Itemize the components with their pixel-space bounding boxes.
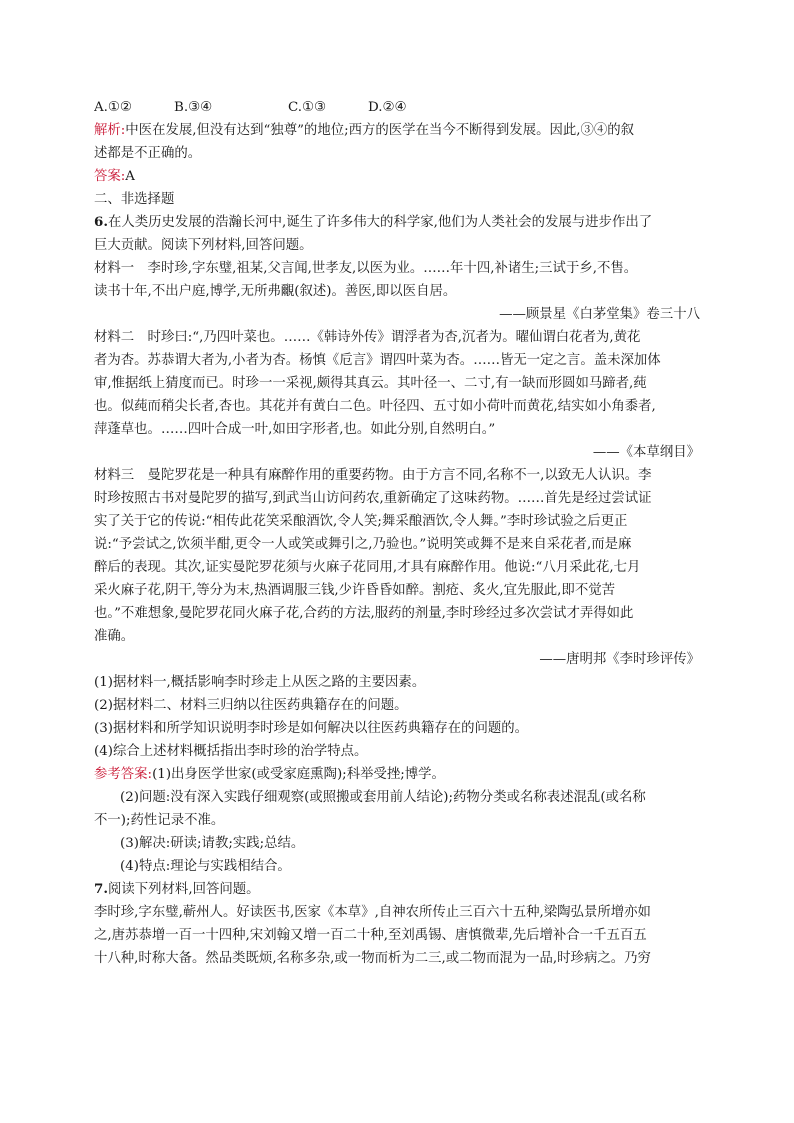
material-3-line: 准确。 [94,629,135,644]
q7-text-line: 李时珍,字东璧,蕲州人。好读医书,医家《本草》,自神农所传止三百六十五种,梁陶弘景所增亦如 [94,905,651,920]
q6-stem-text: 在人类历史发展的浩瀚长河中,诞生了许多伟大的科学家,他们为人类社会的发展与进步作出了 [107,215,653,230]
document-content [94,96,700,970]
material-3-line: 也。”不难想象,曼陀罗花同火麻子花,合药的方法,服药的剂量,李时珍经过多次尝试才弄得如此 [94,606,634,621]
q5-analysis-line-2: 述都是不正确的。 [94,146,202,161]
q7-text-line: 十八种,时称大备。然品类既烦,名称多杂,或一物而析为二三,或二物而混为一品,时珍病之。乃穷 [94,951,651,966]
material-3-line: 说:“予尝试之,饮须半酣,更令一人或笑或舞引之,乃验也。”说明笑或舞不是来自采花者,而是麻 [94,537,632,552]
sub-question: (3)据材料和所学知识说明李时珍是如何解决以往医药典籍存在的问题的。 [94,721,529,736]
material-2-line: 萍蓬草也。……四叶合成一叶,如田字形者,也。如此分别,自然明白。” [94,422,496,437]
material-3-source: ——唐明邦《李时珍评传》 [539,652,700,667]
option-a: A.①② [94,100,132,115]
q5-answer-line [94,165,700,188]
reference-answer-text: (1)出身医学世家(或受家庭熏陶);科举受挫;博学。 [152,767,445,782]
q6-stem-line [94,211,700,234]
reference-answer-line: (2)问题:没有深入实践仔细观察(或照搬或套用前人结论);药物分类或名称表述混乱(或名称 [120,790,646,805]
reference-answer-line: (3)解决:研读;请教;实践;总结。 [120,836,305,851]
material-3-line: 醉后的表现。其次,证实曼陀罗花须与火麻子花同用,才具有麻醉作用。他说:“八月采此花,七月 [94,560,641,575]
material-2-source: ——《本草纲目》 [592,445,700,460]
question-number: 7. [94,881,108,897]
question-number: 6. [94,214,108,230]
reference-answer-line [94,763,700,786]
q6-stem-line-2: 巨大贡献。阅读下列材料,回答问题。 [94,238,313,253]
reference-answer-line: 不一);药性记录不准。 [94,813,225,828]
q7-stem-line [94,878,700,901]
sub-question: (1)据材料一,概括影响李时珍走上从医之路的主要因素。 [94,675,426,690]
q7-stem-text: 阅读下列材料,回答问题。 [107,882,260,897]
sub-question: (2)据材料二、材料三归纳以往医药典籍存在的问题。 [94,698,408,713]
answer-label: 答案: [94,169,126,184]
analysis-label: 解析: [94,123,126,138]
material-2-line: 审,惟据纸上猜度而已。时珍一一采视,颇得其真云。其叶径一、二寸,有一缺而形圆如马蹄者,莼 [94,376,647,391]
material-1-line: 材料一 李时珍,字东璧,祖某,父言闻,世孝友,以医为业。……年十四,补诸生;三试于乡,不售。 [94,261,638,276]
material-3-line: 采火麻子花,阴干,等分为末,热酒调服三钱,少许昏昏如醉。割疮、炙火,宜先服此,即不觉苦 [94,583,615,598]
reference-answer-label: 参考答案: [94,767,153,782]
q5-options [94,96,700,119]
material-1-source: ——顾景星《白茅堂集》卷三十八 [499,307,700,322]
material-3-line: 材料三 曼陀罗花是一种具有麻醉作用的重要药物。由于方言不同,名称不一,以致无人认识。李 [94,468,652,483]
section-title: 二、非选择题 [94,192,175,207]
answer-value: A [125,169,135,184]
material-2-line: 也。似莼而稍尖长者,杏也。其花并有黄白二色。叶径四、五寸如小荷叶而黄花,结实如小角黍者, [94,399,656,414]
option-c: C.①③ [288,100,327,115]
q7-text-line: 之,唐苏恭增一百一十四种,宋刘翰又增一百二十种,至刘禹锡、唐慎微辈,先后增补合一千五百五 [94,928,647,943]
material-2-line: 材料二 时珍曰:“,乃四叶菜也。……《韩诗外传》谓浮者为杏,沉者为。曜仙谓白花者为,黄花 [94,330,641,345]
material-2-line: 者为杏。苏恭谓大者为,小者为杏。杨慎《卮言》谓四叶菜为杏。……皆无一定之言。盖未深加体 [94,353,661,368]
material-1-line: 读书十年,不出户庭,博学,无所弗覼(叙述)。善医,即以医自居。 [94,284,457,299]
reference-answer-line: (4)特点:理论与实践相结合。 [120,859,291,874]
material-3-line: 时珍按照古书对曼陀罗的描写,到武当山访问药农,重新确定了这味药物。……首先是经过尝试证 [94,491,652,506]
option-b: B.③④ [174,100,213,115]
analysis-text: 中医在发展,但没有达到“独尊”的地位;西方的医学在当今不断得到发展。因此,③④的叙 [125,123,635,138]
q5-analysis-line [94,119,700,142]
material-3-line: 实了关于它的传说:“相传此花笑采酿酒饮,令人笑;舞采酿酒饮,令人舞。”李时珍试验之后更正 [94,514,628,529]
option-d: D.②④ [368,100,407,115]
sub-question: (4)综合上述材料概括指出李时珍的治学特点。 [94,744,368,759]
